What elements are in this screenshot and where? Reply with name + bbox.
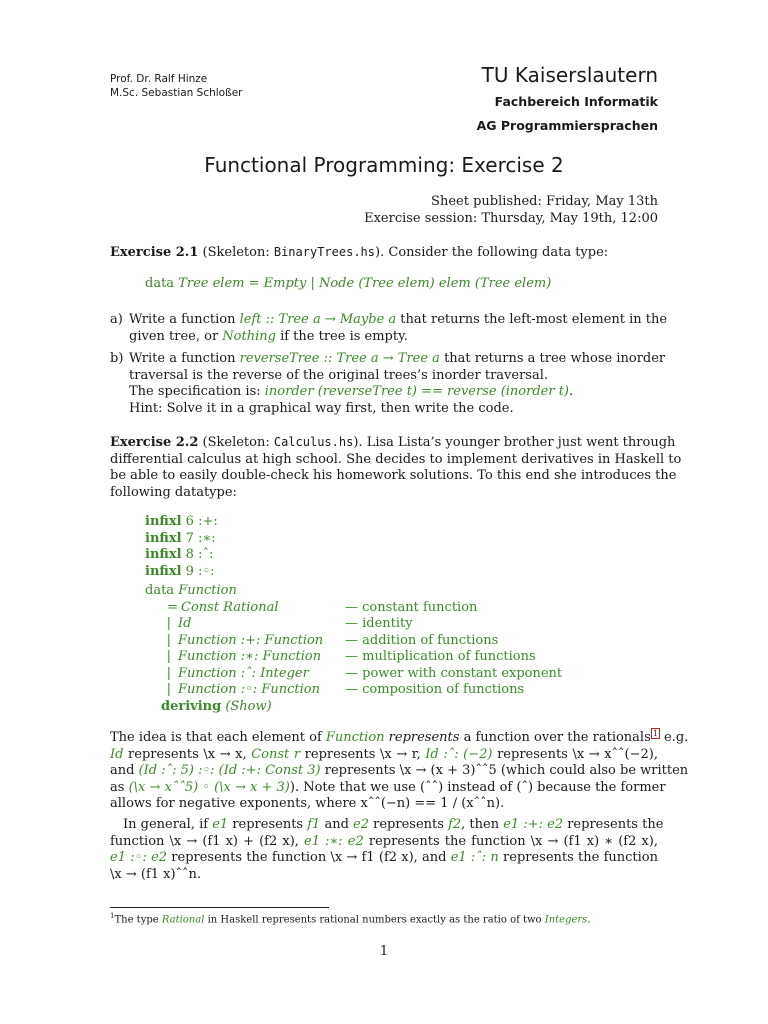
text: be able to easily double-check his homework solutions. To this end she introduces the: [110, 468, 677, 483]
text: and: [320, 817, 354, 832]
department: Fachbereich Informatik: [494, 94, 658, 109]
text: differential calculus at high school. She decides to implement derivatives in Haskell to: [110, 451, 682, 467]
constructor-row: [145, 682, 562, 699]
text: In general, if: [123, 817, 213, 832]
text: The type: [114, 914, 162, 926]
author-2: M.Sc. Sebastian Schloßer: [110, 87, 243, 99]
comment: — composition of functions: [345, 682, 525, 697]
text: and: [110, 763, 139, 778]
constructor: Id: [178, 616, 192, 631]
code-term: Nothing: [222, 328, 276, 344]
code-keyword: infixl: [145, 514, 182, 529]
code-keyword: infixl: [145, 547, 182, 562]
code-keyword: data: [145, 583, 175, 598]
constructor: Function :ˆ: Integer: [178, 665, 309, 681]
constructors: [145, 600, 562, 699]
footnote-rule: [110, 907, 329, 908]
text: represents the function \x → (f1 x) ∗ (f2 x),: [363, 833, 658, 849]
constructor-row: [145, 600, 562, 617]
function-data-header: [145, 583, 237, 600]
function-signature: left :: Tree a → Maybe a: [239, 312, 397, 327]
text: traversal is the reverse of the original trees’s inorder traversal.: [129, 367, 548, 383]
text: .: [569, 384, 574, 399]
constructor-row: [145, 616, 562, 633]
infix-line: [145, 514, 218, 531]
code-keyword: deriving: [161, 699, 222, 714]
task-a-label: a): [110, 312, 123, 327]
text: represents the function: [498, 850, 658, 865]
derived-class: (Show): [225, 699, 272, 714]
text: The idea is that each element of: [110, 730, 326, 745]
author-1: Prof. Dr. Ralf Hinze: [110, 73, 208, 85]
text: as: [110, 779, 129, 795]
text: following datatype:: [110, 484, 237, 500]
text: represents: [369, 817, 449, 832]
code-term: Id :ˆ: (−2): [425, 746, 493, 762]
tree-datatype-code: [145, 276, 551, 293]
code-term: Integers: [544, 914, 588, 926]
skeleton-text-end: ).: [353, 435, 363, 450]
infix-declarations: [145, 514, 218, 580]
text: represents \x → x,: [123, 746, 252, 762]
deriving-clause: [161, 699, 272, 716]
text: Write a function: [129, 351, 240, 366]
separator: |: [166, 632, 171, 648]
skeleton-file: Calculus.hs: [273, 435, 354, 449]
text: .: [587, 914, 591, 926]
code-term: Rational: [161, 914, 205, 926]
authors: [110, 72, 243, 100]
code-term: Id: [110, 746, 124, 762]
text: The specification is:: [129, 384, 265, 399]
code-text: 7 :∗:: [185, 530, 216, 546]
text: e.g.: [659, 730, 689, 745]
code-term: (\x → xˆˆ5) ◦ (\x → x + 3): [128, 779, 290, 795]
constructor: Function :+: Function: [178, 632, 324, 648]
separator: |: [166, 616, 171, 631]
text: in Haskell represents rational numbers exactly as the ratio of two: [204, 914, 545, 926]
code-term: Const r: [251, 746, 301, 762]
task-a: [129, 312, 668, 345]
code-term: e1 :◦: e2: [110, 850, 168, 865]
exercise-label: Exercise 2.2: [110, 435, 199, 450]
university: TU Kaiserslautern: [481, 63, 658, 87]
text: represents \x → xˆˆ(−2),: [492, 746, 658, 762]
constructor-row: [145, 649, 562, 666]
constructor: Function :∗: Function: [178, 649, 322, 664]
footnote-link[interactable]: 1: [652, 729, 658, 738]
infix-line: [145, 564, 218, 581]
code-term: e1 :∗: e2: [304, 833, 364, 849]
emphasis: represents: [384, 730, 460, 745]
separator: |: [166, 649, 171, 664]
page-title: Functional Programming: Exercise 2: [204, 153, 564, 177]
text: allows for negative exponents, where xˆˆ(−n) == 1 / (xˆˆn).: [110, 796, 505, 811]
paragraph-general: [110, 817, 664, 883]
separator: =: [167, 599, 178, 615]
constructor-row: [145, 633, 562, 650]
footnote-number: 1: [110, 912, 115, 920]
paragraph-idea: [110, 728, 689, 813]
published-date: Sheet published: Friday, May 13th: [431, 194, 658, 209]
code-term: (Id :ˆ: 5) :◦: (Id :+: Const 3): [138, 763, 321, 778]
infix-line: [145, 531, 218, 548]
code-term: e1: [212, 817, 229, 832]
text: Lisa Lista’s younger brother just went through: [366, 435, 676, 450]
skeleton-text-end: ).: [375, 245, 385, 260]
text: given tree, or: [129, 328, 223, 344]
code-term: f2: [448, 817, 462, 832]
hint: Hint: Solve it in a graphical way first, then write the code.: [129, 400, 514, 416]
comment: — multiplication of functions: [345, 649, 536, 664]
comment: — identity: [345, 616, 413, 631]
group: AG Programmiersprachen: [476, 118, 658, 133]
separator: |: [166, 682, 171, 697]
code-term: e1 :ˆ: n: [450, 850, 499, 865]
text: represents the function \x → f1 (f2 x), and: [167, 850, 451, 865]
function-signature: reverseTree :: Tree a → Tree a: [239, 351, 440, 366]
text: ). Note that we use (ˆˆ) instead of (ˆ) because the former: [289, 779, 666, 795]
text: represents: [228, 817, 308, 832]
code-keyword: infixl: [145, 530, 182, 546]
task-b-label: b): [110, 351, 124, 366]
comment: — power with constant exponent: [345, 665, 563, 681]
text: function \x → (f1 x) + (f2 x),: [110, 833, 305, 849]
skeleton-file: BinaryTrees.hs: [273, 245, 376, 259]
code-text: 8 :ˆ:: [185, 547, 214, 562]
comment: — constant function: [345, 599, 478, 615]
code-keyword: data: [145, 276, 175, 291]
code-term: e1 :+: e2: [503, 817, 564, 832]
constructor: Function :◦: Function: [178, 682, 320, 697]
dates: [364, 194, 658, 227]
session-date: Exercise session: Thursday, May 19th, 12:00: [364, 210, 658, 226]
code-term: e2: [353, 817, 370, 832]
text: a function over the rationals: [459, 730, 651, 745]
code-text: 9 :◦:: [185, 563, 215, 579]
code-term: Function: [325, 730, 385, 745]
text: Write a function: [129, 312, 240, 327]
text: , then: [461, 817, 504, 832]
type-name: Function: [178, 583, 237, 598]
exercise-intro: Consider the following data type:: [388, 245, 609, 260]
text: represents \x → r,: [300, 746, 426, 762]
task-b: [129, 351, 666, 417]
constructor-row: [145, 666, 562, 683]
text: that returns the left-most element in the: [396, 312, 668, 327]
text: if the tree is empty.: [275, 328, 408, 344]
code-term: f1: [307, 817, 321, 832]
footnote: [110, 910, 591, 926]
code-text: 6 :+:: [185, 514, 218, 529]
exercise-2-2-intro: [110, 434, 682, 501]
code-keyword: infixl: [145, 563, 182, 579]
text: that returns a tree whose inorder: [439, 351, 666, 366]
separator: |: [166, 665, 171, 681]
constructor: Const Rational: [181, 599, 279, 615]
skeleton-text: (Skeleton:: [202, 435, 274, 450]
page-number: 1: [379, 944, 389, 959]
code-definition: Tree elem = Empty | Node (Tree elem) elem (Tree elem): [178, 276, 552, 291]
exercise-label: Exercise 2.1: [110, 245, 199, 260]
text: represents the: [563, 817, 664, 832]
infix-line: [145, 547, 218, 564]
specification: inorder (reverseTree t) == reverse (inorder t): [264, 384, 570, 399]
text: \x → (f1 x)ˆˆn.: [110, 866, 202, 882]
skeleton-text: (Skeleton:: [202, 245, 274, 260]
comment: — addition of functions: [345, 632, 499, 648]
exercise-2-1-heading: [110, 244, 608, 262]
text: represents \x → (x + 3)ˆˆ5 (which could also be written: [320, 763, 689, 778]
